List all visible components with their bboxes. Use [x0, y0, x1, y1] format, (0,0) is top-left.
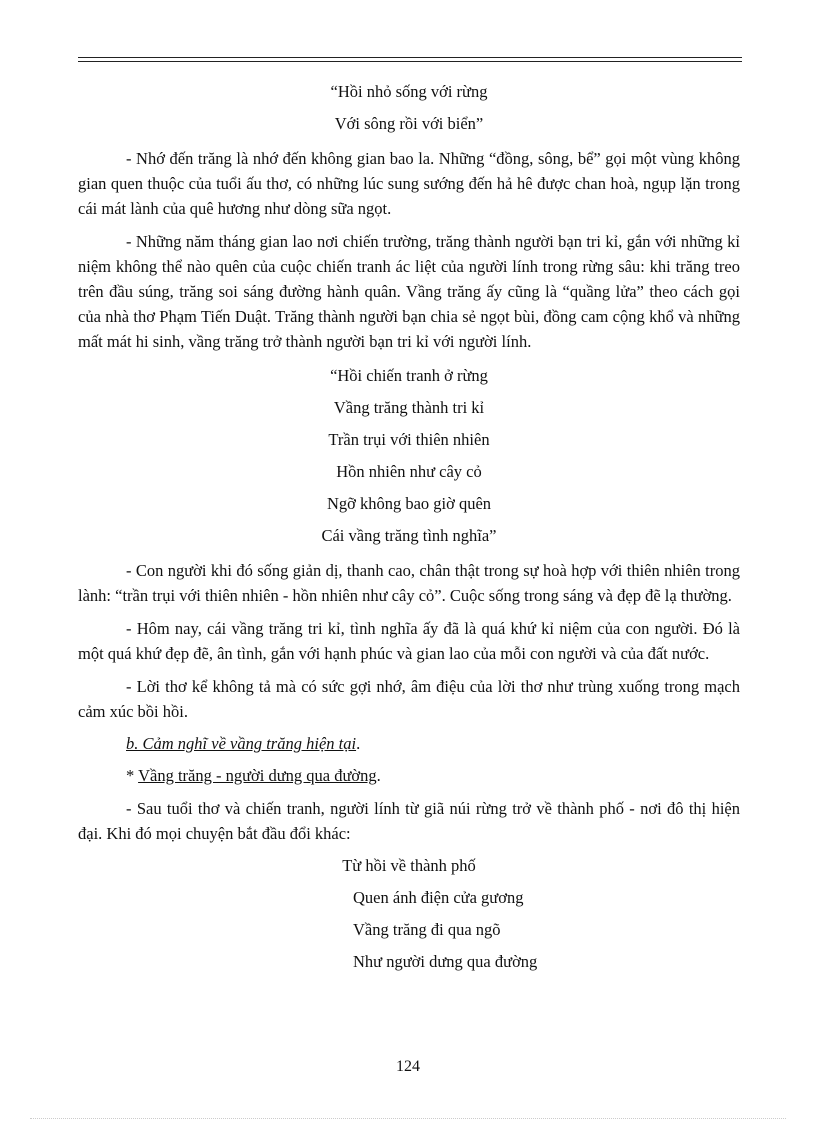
verse-line: Như người dưng qua đường — [353, 952, 538, 971]
paragraph-simple-life: - Con người khi đó sống giản dị, thanh cao, chân thật trong sự hoà hợp với thiên nhiên trong lành: “trần trụi với thiên nhiên - hồn nhiên như cây cỏ”. Cuộc sống trong sáng và đẹp đẽ lạ thường. — [78, 561, 740, 605]
verse-line: Với sông rồi với biển” — [334, 114, 484, 133]
section-heading-b-text: b. Cảm nghĩ về vầng trăng hiện tại — [126, 734, 357, 753]
paragraph-space-memory: - Nhớ đến trăng là nhớ đến không gian bao la. Những “đồng, sông, bể” gọi một vùng không gian quen thuộc của tuổi ấu thơ, có những lúc sung sướng đến hả hê được chan hoà, ngụp lặn trong cái mát lành của quê hương như dòng sữa ngọt. — [78, 149, 740, 218]
header-rule-top — [78, 57, 742, 58]
verse-line: Vầng trăng thành tri kỉ — [333, 398, 485, 417]
header-rule-bottom — [78, 61, 742, 62]
verse-line: Từ hồi về thành phố — [342, 856, 476, 875]
section-heading-b: b. Cảm nghĩ về vầng trăng hiện tại. — [126, 734, 361, 753]
page-body — [78, 76, 740, 978]
paragraph-war-years: - Những năm tháng gian lao nơi chiến trường, trăng thành người bạn tri kỉ, gắn với những kỉ niệm không thể nào quên của cuộc chiến tranh ác liệt của người lính trong rừng sâu: khi trăng treo trên đầu súng, trăng soi sáng đường hành quân. Vầng trăng ấy cũng là “quầng lửa” theo cách gọi của nhà thơ Phạm Tiến Duật. Trăng thành người bạn chia sẻ ngọt bùi, đồng cam cộng khổ và những mất mát hi sinh, vầng trăng trở thành người bạn tri kỉ với người lính. — [78, 232, 740, 351]
paragraph-poetic-tone: - Lời thơ kể không tả mà có sức gợi nhớ, âm điệu của lời thơ như trùng xuống trong mạch cảm xúc bồi hồi. — [78, 677, 740, 721]
page-number: 124 — [396, 1058, 420, 1075]
paragraph-city-return: - Sau tuổi thơ và chiến tranh, người lính từ giã núi rừng trở về thành phố - nơi đô thị hiện đại. Khi đó mọi chuyện bắt đầu đổi khác: — [78, 799, 740, 843]
verse-line: Ngỡ không bao giờ quên — [326, 494, 492, 513]
verse-line: Trần trụi với thiên nhiên — [328, 430, 490, 449]
subheading-stranger: * Vầng trăng - người dưng qua đường. — [126, 766, 381, 785]
subheading-stranger-text: Vầng trăng - người dưng qua đường — [138, 766, 377, 785]
verse-line: “Hồi chiến tranh ở rừng — [330, 366, 488, 385]
verse-line: Hồn nhiên như cây cỏ — [336, 462, 482, 481]
verse-line: Vầng trăng đi qua ngõ — [353, 920, 501, 939]
paragraph-past-memory: - Hôm nay, cái vầng trăng tri kỉ, tình nghĩa ấy đã là quá khứ kỉ niệm của con người. Đó là một quá khứ đẹp đẽ, ân tình, gắn với hạnh phúc và gian lao của mỗi con người và của đất nước. — [78, 619, 740, 663]
verse-line: Quen ánh điện cửa gương — [353, 888, 524, 907]
verse-line: Cái vầng trăng tình nghĩa” — [321, 526, 497, 545]
verse-line: “Hồi nhỏ sống với rừng — [330, 82, 488, 101]
footer-dotted-line — [30, 1118, 786, 1119]
